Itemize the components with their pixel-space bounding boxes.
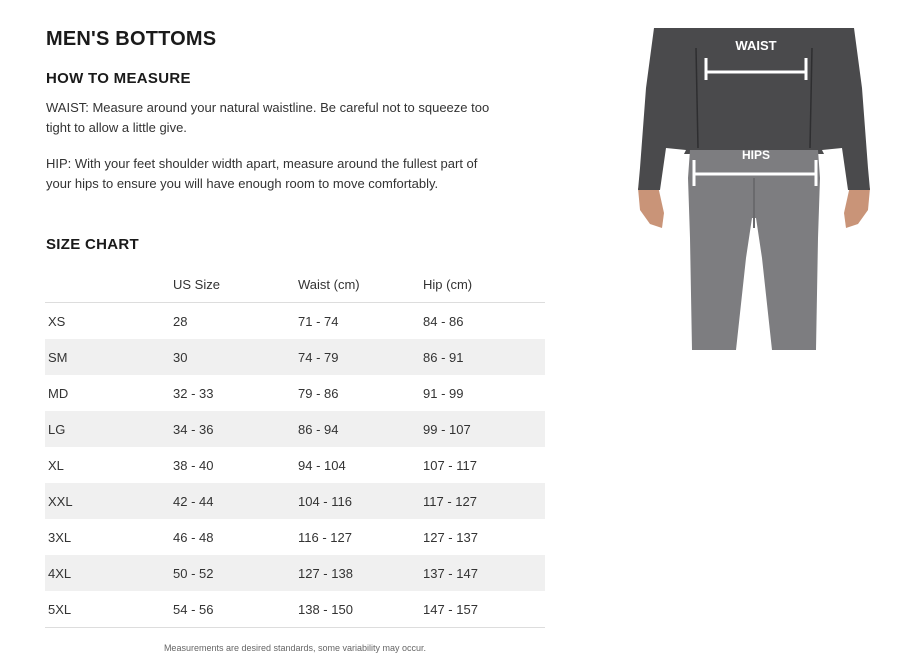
size-cell: SM	[48, 349, 68, 365]
model-illustration	[636, 28, 872, 350]
hip-cell: 86 - 91	[423, 349, 464, 365]
table-body	[45, 303, 545, 628]
size-cell: 3XL	[48, 529, 72, 545]
table-row	[45, 519, 545, 555]
table-row	[45, 303, 545, 339]
column-header-waist: Waist (cm)	[298, 276, 360, 292]
measurement-figure	[636, 28, 872, 350]
table-row	[45, 483, 545, 519]
hip-cell: 91 - 99	[423, 385, 464, 401]
size-chart-table	[45, 266, 545, 628]
left-hand	[638, 186, 664, 228]
us-size-cell: 54 - 56	[173, 601, 214, 617]
table-row	[45, 447, 545, 483]
waist-label: WAIST	[735, 38, 777, 53]
us-size-cell: 46 - 48	[173, 529, 214, 545]
size-cell: 5XL	[48, 601, 72, 617]
size-cell: MD	[48, 385, 69, 401]
us-size-cell: 34 - 36	[173, 421, 214, 437]
hip-cell: 137 - 147	[423, 565, 478, 581]
column-header-hip: Hip (cm)	[423, 276, 473, 292]
waist-cell: 116 - 127	[298, 529, 352, 545]
right-hand	[844, 186, 870, 228]
waist-cell: 104 - 116	[298, 493, 352, 509]
column-header-us-size: US Size	[173, 276, 220, 292]
waist-cell: 71 - 74	[298, 313, 339, 329]
table-row	[45, 375, 545, 411]
waist-instructions: WAIST: Measure around your natural waistline. Be careful not to squeeze too tight to allow a little give.	[46, 100, 490, 135]
hip-cell: 147 - 157	[423, 601, 478, 617]
table-row	[45, 411, 545, 447]
waist-cell: 79 - 86	[298, 385, 339, 401]
hip-instructions: HIP: With your feet shoulder width apart, measure around the fullest part of your hips to ensure you will have enough room to move comfortably.	[46, 156, 478, 191]
size-cell: XXL	[48, 493, 73, 509]
size-cell: LG	[48, 421, 66, 437]
size-cell: XS	[48, 313, 66, 329]
measurement-disclaimer: Measurements are desired standards, some variability may occur.	[163, 643, 427, 653]
size-chart-heading: SIZE CHART	[46, 236, 139, 253]
waist-cell: 74 - 79	[298, 349, 339, 365]
waist-cell: 86 - 94	[298, 421, 339, 437]
us-size-cell: 30	[173, 349, 188, 365]
hip-cell: 107 - 117	[423, 457, 477, 473]
table-header-row	[45, 266, 545, 303]
table-row	[45, 591, 545, 627]
waist-cell: 94 - 104	[298, 457, 346, 473]
hips-label: HIPS	[741, 148, 771, 162]
us-size-cell: 50 - 52	[173, 565, 214, 581]
us-size-cell: 28	[173, 313, 188, 329]
size-cell: XL	[48, 457, 64, 473]
us-size-cell: 38 - 40	[173, 457, 214, 473]
table-row	[45, 555, 545, 591]
hip-cell: 117 - 127	[423, 493, 477, 509]
waist-cell: 138 - 150	[298, 601, 353, 617]
waist-cell: 127 - 138	[298, 565, 353, 581]
hip-cell: 127 - 137	[423, 529, 478, 545]
page-title: MEN'S BOTTOMS	[46, 28, 217, 50]
us-size-cell: 32 - 33	[173, 385, 214, 401]
us-size-cell: 42 - 44	[173, 493, 214, 509]
how-to-measure-heading: HOW TO MEASURE	[46, 70, 191, 87]
hip-cell: 99 - 107	[423, 421, 471, 437]
size-cell: 4XL	[48, 565, 72, 581]
table-row	[45, 339, 545, 375]
hip-cell: 84 - 86	[423, 313, 464, 329]
